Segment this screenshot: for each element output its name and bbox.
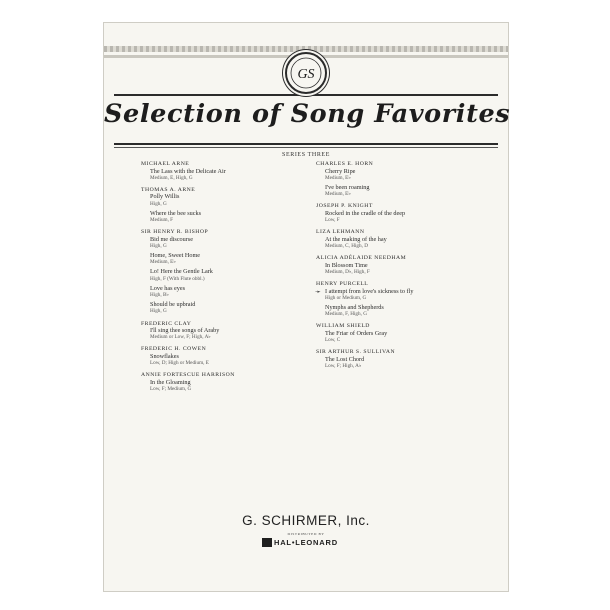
song-title-text: Bid me discourse (150, 235, 193, 243)
song-keys: High, B♭ (150, 291, 169, 298)
song-title-text: Polly Willis (150, 193, 180, 201)
song-title-text: Nymphs and Shepherds (325, 303, 384, 311)
song-title (150, 210, 316, 217)
song-title-text: I'll sing thee songs of Araby (150, 327, 220, 335)
song-title (325, 210, 491, 217)
song-keys: Medium, E♭ (325, 191, 351, 198)
publisher-name: G. SCHIRMER, Inc. (242, 513, 370, 528)
schirmer-monogram-logo (285, 52, 327, 94)
hal-leonard-emblem-icon (262, 538, 272, 547)
composer-name: SIR ARTHUR S. SULLIVAN (316, 349, 396, 356)
title-rule-top (114, 94, 498, 96)
song-title (315, 287, 491, 296)
song-title (150, 285, 316, 292)
publisher-block (104, 513, 508, 547)
composer-name: MICHAEL ARNE (141, 161, 190, 167)
song-title (325, 262, 491, 269)
song-title-text: The Lost Chord (325, 355, 365, 363)
song-title-text: In Blossom Time (325, 261, 368, 269)
song-title (325, 236, 491, 243)
page-title: Selection of Song Favorites (104, 99, 511, 129)
song-keys: Low, C (325, 336, 341, 343)
song-title (325, 304, 491, 311)
song-keys: Low, F; High, A♭ (325, 362, 362, 369)
song-title-text: Lo! Here the Gentle Lark (150, 268, 213, 276)
song-keys: Medium or Low, F; High, A♭ (150, 334, 211, 341)
composer-name: LIZA LEHMANN (316, 229, 365, 236)
composer-name: HENRY PURCELL (316, 280, 369, 287)
title-rule-thin (114, 147, 498, 148)
song-title (150, 268, 316, 275)
hal-leonard-wordmark: HAL•LEONARD (274, 538, 338, 547)
composer-name: THOMAS A. ARNE (141, 186, 196, 193)
song-title (325, 168, 491, 175)
composer-name: ALICIA ADÉLAIDE NEEDHAM (316, 255, 407, 262)
hal-leonard-logo (262, 538, 350, 547)
song-keys: Medium, F (150, 216, 174, 223)
song-list-right (316, 161, 491, 369)
song-keys: High or Medium, G (325, 294, 367, 301)
song-title (150, 327, 316, 334)
song-title (150, 301, 316, 308)
svg-text:GS: GS (297, 67, 315, 82)
distributor-note: DISTRIBUTED BY (287, 532, 325, 536)
song-keys: High, G (150, 242, 167, 249)
song-title-text: Rocked in the cradle of the deep (325, 209, 406, 217)
song-keys: Medium, E♭ (325, 174, 351, 181)
song-title-text: The Friar of Orders Gray (325, 329, 388, 337)
song-title-text: I attempt from love's sickness to fly (325, 287, 414, 295)
song-keys: High, F (With Flute obbl.) (150, 275, 205, 282)
song-title-text: Love has eyes (150, 284, 186, 292)
song-keys: Low, F; Medium, G (150, 386, 192, 392)
song-keys: Medium, D♭, High, F (325, 268, 370, 275)
song-title (325, 184, 491, 191)
song-keys: High, G (150, 200, 167, 207)
composer-name: FREDERIC H. COWEN (141, 346, 207, 353)
song-keys: Medium, C, High, D (325, 242, 368, 249)
song-title (150, 353, 316, 360)
song-keys: High, G (150, 308, 167, 315)
song-keys: Low, F (325, 216, 340, 223)
song-title-text: At the making of the hay (325, 235, 387, 243)
song-title (150, 252, 316, 259)
song-title (150, 168, 316, 175)
composer-name: ANNIE FORTESCUE HARRISON (141, 372, 235, 379)
composer-name: CHARLES E. HORN (316, 161, 374, 167)
song-keys: Medium, F, High, G (325, 311, 367, 318)
song-title (325, 330, 491, 337)
composer-name: SIR HENRY R. BISHOP (141, 229, 209, 236)
song-keys: Low, D; High or Medium, E (150, 360, 209, 367)
song-title-text: Should be upbraid (150, 301, 196, 309)
song-title-text: Cherry Ripe (325, 167, 356, 175)
song-title-text: In the Gloaming (150, 378, 191, 386)
song-title (325, 356, 491, 363)
song-title-text: The Lass with the Delicate Air (150, 167, 226, 175)
song-title-text: Where the bee sucks (150, 209, 202, 217)
composer-name: FREDERIC CLAY (141, 320, 192, 327)
song-title-text: I've been roaming (325, 183, 370, 191)
song-list-left (141, 161, 316, 392)
song-title-text: Snowflakes (150, 352, 179, 360)
sheet-music-cover (103, 22, 509, 592)
composer-name: JOSEPH P. KNIGHT (316, 203, 373, 210)
song-title (150, 236, 316, 243)
song-keys: Medium, E♭ (150, 259, 176, 266)
series-label: SERIES THREE (282, 152, 330, 158)
composer-name: WILLIAM SHIELD (316, 323, 370, 330)
song-title (150, 193, 316, 200)
pointing-hand-icon: ➛ (315, 287, 321, 296)
song-title-text: Home, Sweet Home (150, 252, 201, 260)
song-title (150, 379, 316, 386)
title-rule-bottom (114, 143, 498, 145)
song-keys: Medium, E, High, G (150, 174, 193, 181)
